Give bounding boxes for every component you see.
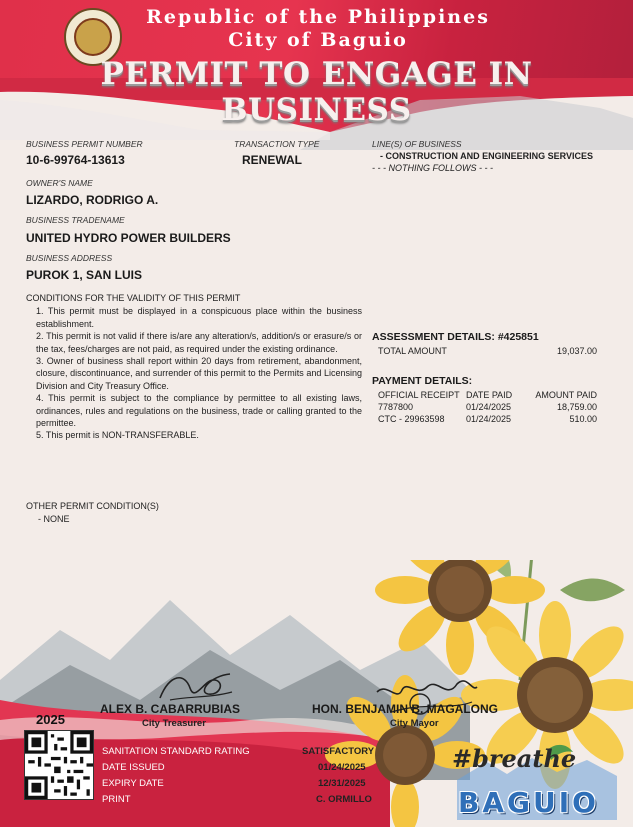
permit-title: PERMIT TO ENGAGE IN BUSINESS [100,56,533,128]
date-issued-value: 01/24/2025 [318,762,366,773]
payment-header-receipt: OFFICIAL RECEIPT [378,390,460,400]
payment-row-amount: 18,759.00 [556,402,597,412]
payment-row-receipt: 7787800 [378,402,414,412]
tradename-label: BUSINESS TRADENAME [26,215,125,225]
seal-emblem [74,18,112,56]
print-label: PRINT [102,794,131,805]
sanitation-value: SATISFACTORY [302,746,375,757]
transaction-type-label: TRANSACTION TYPE [234,139,320,149]
republic-heading: Republic of the Philippines [146,6,490,28]
breathe-logo-script: #breathe [452,744,577,773]
tradename-value: UNITED HYDRO POWER BUILDERS [26,231,231,245]
permit-year: 2025 [36,712,65,727]
total-amount-value: 19,037.00 [556,346,597,356]
date-issued-label: DATE ISSUED [102,762,165,773]
baguio-logo-word: BAGUIO [458,786,599,819]
condition-item: 5. This permit is NON-TRANSFERABLE. [36,430,199,441]
payment-title: PAYMENT DETAILS: [372,375,473,387]
mayor-title: City Mayor [390,718,439,729]
expiry-date-label: EXPIRY DATE [102,778,164,789]
payment-row-date: 01/24/2025 [466,402,512,412]
line-of-business-item: - CONSTRUCTION AND ENGINEERING SERVICES [380,151,594,161]
business-address-value: PUROK 1, SAN LUIS [26,268,143,282]
payment-row-date: 01/24/2025 [466,414,512,424]
condition-item: 3. Owner of business shall report within 20 days from retirement, abandonment, closure, discontinuance, and surrender of this permit to the Permits and Licensing Division and City Treasury Office. [36,356,362,391]
owner-name-value: LIZARDO, RODRIGO A. [26,193,159,207]
transaction-type-value: RENEWAL [242,153,302,167]
permit-number-value: 10-6-99764-13613 [26,153,125,167]
expiry-date-value: 12/31/2025 [318,778,366,789]
payment-header-amount: AMOUNT PAID [535,390,597,400]
other-conditions-title: OTHER PERMIT CONDITION(S) [26,501,159,511]
lines-of-business-label: LINE(S) OF BUSINESS [372,139,462,149]
permit-number-label: BUSINESS PERMIT NUMBER [26,139,143,149]
other-conditions-value: - NONE [38,514,70,524]
mayor-name: HON. BENJAMIN B. MAGALONG [312,702,498,716]
payment-header-date: DATE PAID [466,390,513,400]
print-value: C. ORMILLO [316,794,372,805]
nothing-follows-note: - - - NOTHING FOLLOWS - - - [372,163,493,173]
condition-item: 4. This permit is subject to the compliance by permittee to all existing laws, ordinances, rules and regulations on the business, trade or calling granted to the permittee. [36,393,362,429]
payment-row-receipt: CTC - 29963598 [378,414,445,424]
conditions-section [26,292,362,442]
condition-item: 1. This permit must be displayed in a conspicuous place within the business establishment. [36,306,362,329]
business-address-label: BUSINESS ADDRESS [26,253,113,263]
condition-item: 2. This permit is not valid if there is/are any alteration/s, addition/s or erasure/s or the tax, fees/charges are not paid, as required under the existing ordinance. [36,331,362,354]
assessment-title: ASSESSMENT DETAILS: #425851 [372,331,539,343]
treasurer-name: ALEX B. CABARRUBIAS [100,702,241,716]
sanitation-label: SANITATION STANDARD RATING [102,746,250,757]
total-amount-label: TOTAL AMOUNT [378,346,447,356]
payment-row-amount: 510.00 [569,414,597,424]
qr-code-pattern [25,731,93,799]
conditions-list [26,305,362,441]
treasurer-title: City Treasurer [142,718,206,729]
conditions-title: CONDITIONS FOR THE VALIDITY OF THIS PERMIT [26,293,241,303]
owner-name-label: OWNER'S NAME [26,178,93,188]
qr-code [24,730,94,800]
city-heading: City of Baguio [228,29,408,51]
